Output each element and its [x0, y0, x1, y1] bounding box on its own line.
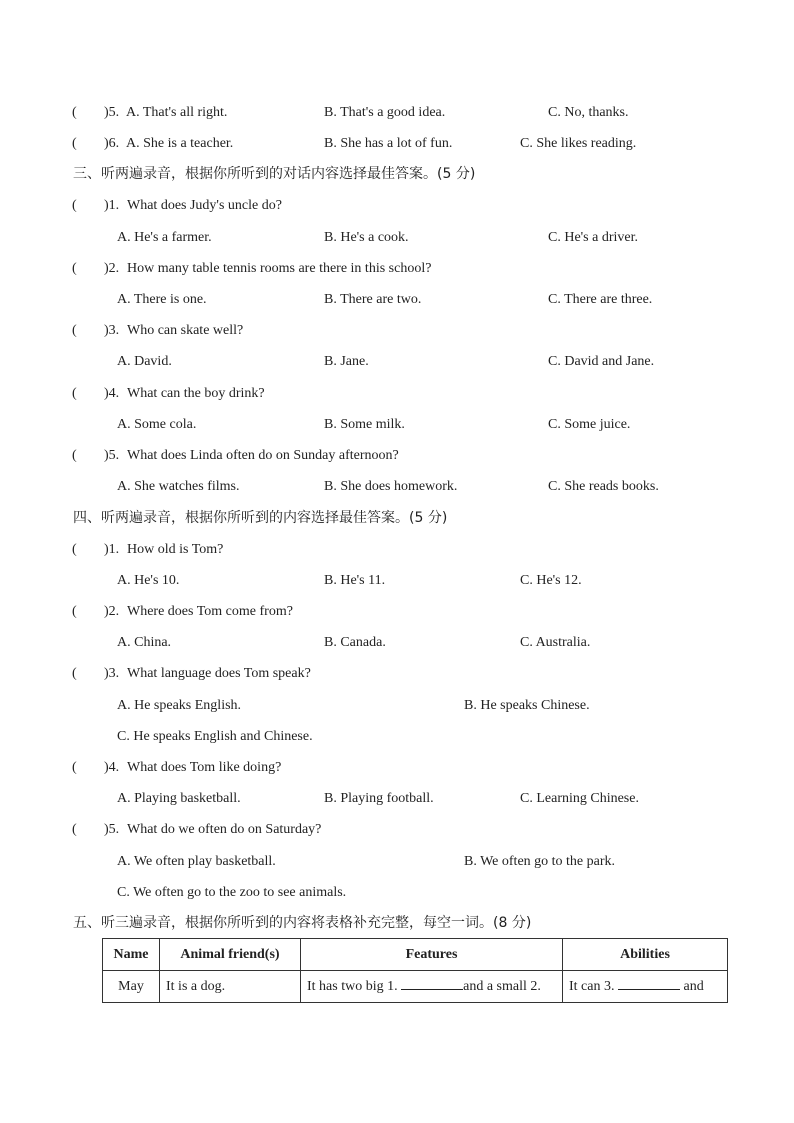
- answer-paren: (: [72, 136, 77, 151]
- option-a: A. He's 10.: [117, 573, 180, 588]
- question-text: What do we often do on Saturday?: [127, 822, 322, 837]
- option-c: C. He's a driver.: [548, 230, 639, 245]
- option-a: A. She watches films.: [117, 479, 240, 494]
- question-number: )5.: [104, 448, 120, 463]
- answer-paren: (: [72, 666, 77, 681]
- fill-in-table: [102, 938, 728, 1003]
- blank-1[interactable]: [401, 977, 463, 990]
- table-header-row: [103, 939, 728, 971]
- column-header-animal-friends: Animal friend(s): [160, 939, 301, 971]
- option-b: B. He speaks Chinese.: [464, 698, 590, 713]
- answer-paren: (: [72, 822, 77, 837]
- cell-animal: It is a dog.: [160, 971, 301, 1003]
- option-c: C. We often go to the zoo to see animals.: [117, 885, 347, 900]
- option-a: A. Some cola.: [117, 417, 197, 432]
- option-a: A. Playing basketball.: [117, 791, 241, 806]
- answer-paren: (: [72, 105, 77, 120]
- blank-3[interactable]: [618, 977, 680, 990]
- option-a: A. She is a teacher.: [126, 136, 234, 151]
- section4-heading: 四、听两遍录音，根据你所听到的内容选择最佳答案。(5 分): [73, 510, 448, 526]
- option-a: A. China.: [117, 635, 172, 650]
- question-number: )5.: [104, 105, 120, 120]
- option-c: C. He speaks English and Chinese.: [117, 729, 313, 744]
- option-a: A. We often play basketball.: [117, 854, 276, 869]
- answer-paren: (: [72, 323, 77, 338]
- option-b: B. Some milk.: [324, 417, 405, 432]
- option-b: B. That's a good idea.: [324, 105, 446, 120]
- answer-paren: (: [72, 604, 77, 619]
- option-c: C. Australia.: [520, 635, 591, 650]
- option-c: C. Some juice.: [548, 417, 631, 432]
- answer-paren: (: [72, 760, 77, 775]
- option-b: B. We often go to the park.: [464, 854, 616, 869]
- question-number: )6.: [104, 136, 120, 151]
- option-c: C. There are three.: [548, 292, 653, 307]
- option-c: C. David and Jane.: [548, 354, 655, 369]
- option-b: B. There are two.: [324, 292, 422, 307]
- section5-heading: 五、听三遍录音，根据你所听到的内容将表格补充完整，每空一词。(8 分): [73, 915, 532, 931]
- option-a: A. He speaks English.: [117, 698, 242, 713]
- cell-features: [301, 971, 563, 1003]
- option-a: A. That's all right.: [126, 105, 228, 120]
- question-number: )3.: [104, 666, 120, 681]
- question-text: Who can skate well?: [127, 323, 244, 338]
- answer-paren: (: [72, 542, 77, 557]
- option-a: A. David.: [117, 354, 172, 369]
- option-b: B. He's a cook.: [324, 230, 409, 245]
- column-header-features: Features: [301, 939, 563, 971]
- question-text: What does Tom like doing?: [127, 760, 282, 775]
- option-c: C. She likes reading.: [520, 136, 637, 151]
- option-a: A. He's a farmer.: [117, 230, 212, 245]
- question-number: )5.: [104, 822, 120, 837]
- features-prefix: It has two big 1.: [307, 979, 398, 994]
- option-c: C. Learning Chinese.: [520, 791, 639, 806]
- option-b: B. Playing football.: [324, 791, 434, 806]
- answer-paren: (: [72, 261, 77, 276]
- abilities-suffix: and: [683, 979, 704, 994]
- option-b: B. He's 11.: [324, 573, 386, 588]
- option-a: A. There is one.: [117, 292, 207, 307]
- question-number: )1.: [104, 198, 120, 213]
- answer-paren: (: [72, 386, 77, 401]
- option-b: B. Jane.: [324, 354, 369, 369]
- features-middle: and a small 2.: [463, 979, 541, 994]
- question-number: )4.: [104, 386, 120, 401]
- column-header-name: Name: [103, 939, 160, 971]
- question-text: What language does Tom speak?: [127, 666, 311, 681]
- question-text: How old is Tom?: [127, 542, 224, 557]
- table-row: [103, 971, 728, 1003]
- option-b: B. She has a lot of fun.: [324, 136, 453, 151]
- question-text: What does Linda often do on Sunday afternoon?: [127, 448, 399, 463]
- option-b: B. She does homework.: [324, 479, 458, 494]
- cell-name: May: [103, 971, 160, 1003]
- question-number: )2.: [104, 261, 120, 276]
- question-number: )2.: [104, 604, 120, 619]
- option-c: C. She reads books.: [548, 479, 659, 494]
- option-b: B. Canada.: [324, 635, 386, 650]
- option-c: C. He's 12.: [520, 573, 582, 588]
- question-text: How many table tennis rooms are there in this school?: [127, 261, 432, 276]
- answer-paren: (: [72, 448, 77, 463]
- option-c: C. No, thanks.: [548, 105, 629, 120]
- question-number: )3.: [104, 323, 120, 338]
- question-text: What can the boy drink?: [127, 386, 265, 401]
- answer-paren: (: [72, 198, 77, 213]
- question-text: Where does Tom come from?: [127, 604, 293, 619]
- column-header-abilities: Abilities: [563, 939, 728, 971]
- cell-abilities: [563, 971, 728, 1003]
- abilities-prefix: It can 3.: [569, 979, 615, 994]
- question-number: )1.: [104, 542, 120, 557]
- question-number: )4.: [104, 760, 120, 775]
- question-text: What does Judy's uncle do?: [127, 198, 282, 213]
- section3-heading: 三、听两遍录音，根据你所听到的对话内容选择最佳答案。(5 分): [73, 166, 476, 182]
